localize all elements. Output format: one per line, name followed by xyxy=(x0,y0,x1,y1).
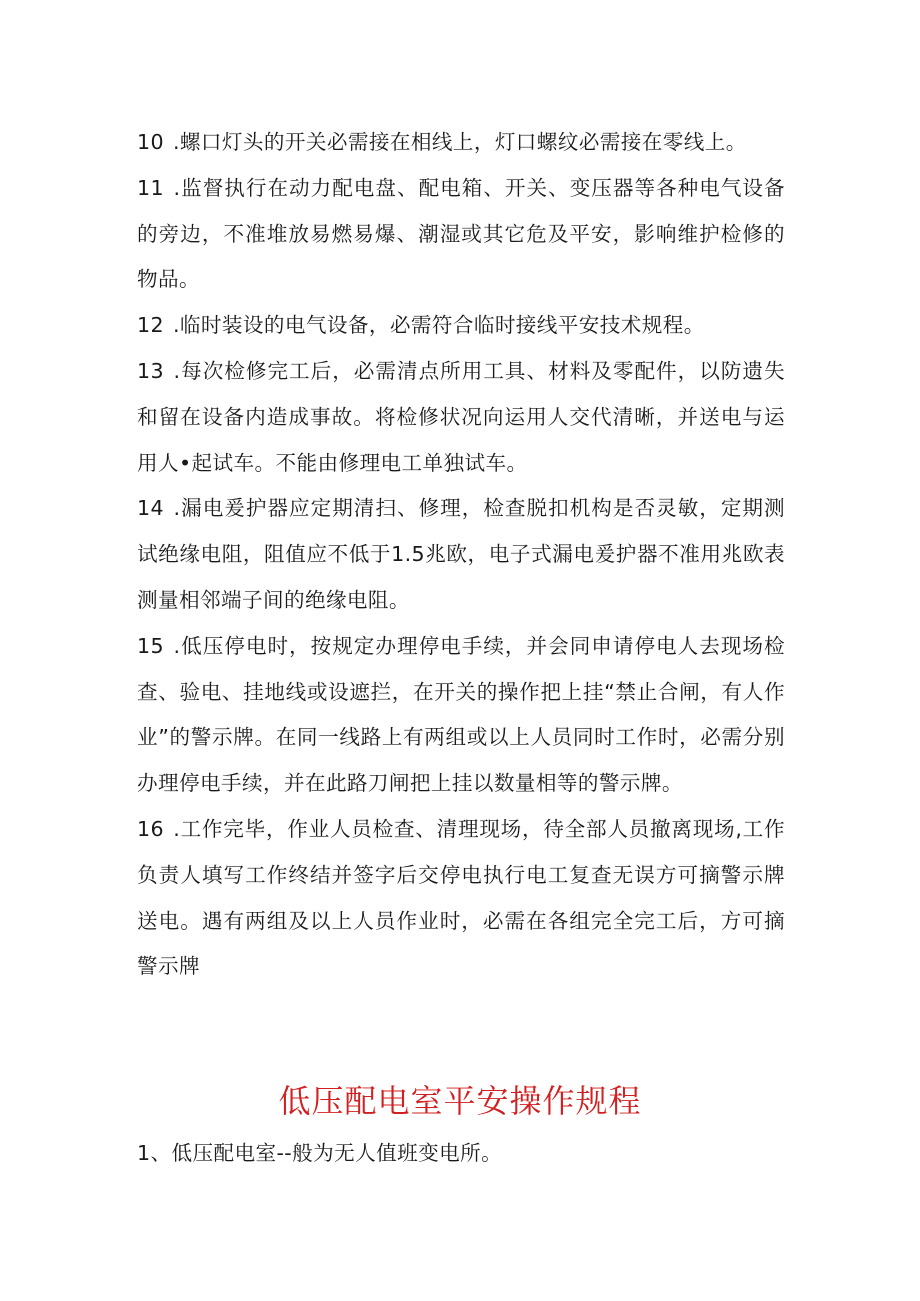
section-first-item: 1、低压配电室--般为无人值班变电所。 xyxy=(137,1141,503,1165)
paragraph-11 xyxy=(137,166,785,303)
paragraph-number: 13 xyxy=(137,358,165,383)
paragraph-text: .工作完毕，作业人员检查、清理现场，待全部人员撤离现场,工作负责人填写工作终结并签字后交停电执行电工复查无误方可摘警示牌送电。遇有两组及以上人员作业时，必需在各组完全完工后，方可摘警示牌 xyxy=(137,816,785,979)
paragraph-15 xyxy=(137,624,785,807)
section-title: 低压配电室平安操作规程 xyxy=(278,1082,642,1120)
paragraph-number: 16 xyxy=(137,816,165,841)
paragraph-13 xyxy=(137,349,785,486)
paragraph-number: 11 xyxy=(137,175,165,200)
paragraph-text: .监督执行在动力配电盘、配电箱、开关、变压器等各种电气设备的旁边，不准堆放易燃易爆、潮湿或其它危及平安，影响维护检修的物品。 xyxy=(137,175,785,292)
paragraph-number: 10 xyxy=(137,130,165,154)
document-body xyxy=(137,120,785,990)
paragraph-14 xyxy=(137,486,785,623)
paragraph-text: .漏电爰护器应定期清扫、修理，检查脱扣机构是否灵敏，定期测试绝缘电阻，阻值应不低于1.5兆欧，电子式漏电爰护器不准用兆欧表测量相邻端子间的绝缘电阻。 xyxy=(137,496,785,612)
paragraph-12 xyxy=(137,303,785,349)
paragraph-10 xyxy=(137,120,785,166)
paragraph-number: 12 xyxy=(137,313,165,338)
paragraph-number: 14 xyxy=(137,496,165,521)
paragraph-number: 15 xyxy=(137,633,165,658)
paragraph-text: .低压停电时，按规定办理停电手续，并会同申请停电人去现场检查、验电、挂地线或设遮拦，在开关的操作把上挂“禁止合闸，有人作业”的警示牌。在同一线路上有两组或以上人员同时工作时，必需分别办理停电手续，并在此路刀闸把上挂以数量相等的警示牌。 xyxy=(137,633,785,796)
paragraph-text: .每次检修完工后，必需清点所用工具、材料及零配件，以防遗失和留在设备内造成事故。将检修状况向运用人交代清晰，并送电与运用人•起试车。不能由修理电工单独试车。 xyxy=(137,358,785,475)
paragraph-text: .临时装设的电气设备，必需符合临时接线平安技术规程。 xyxy=(166,313,705,338)
paragraph-16 xyxy=(137,807,785,990)
paragraph-text: .螺口灯头的开关必需接在相线上，灯口螺纹必需接在零线上。 xyxy=(166,130,747,154)
